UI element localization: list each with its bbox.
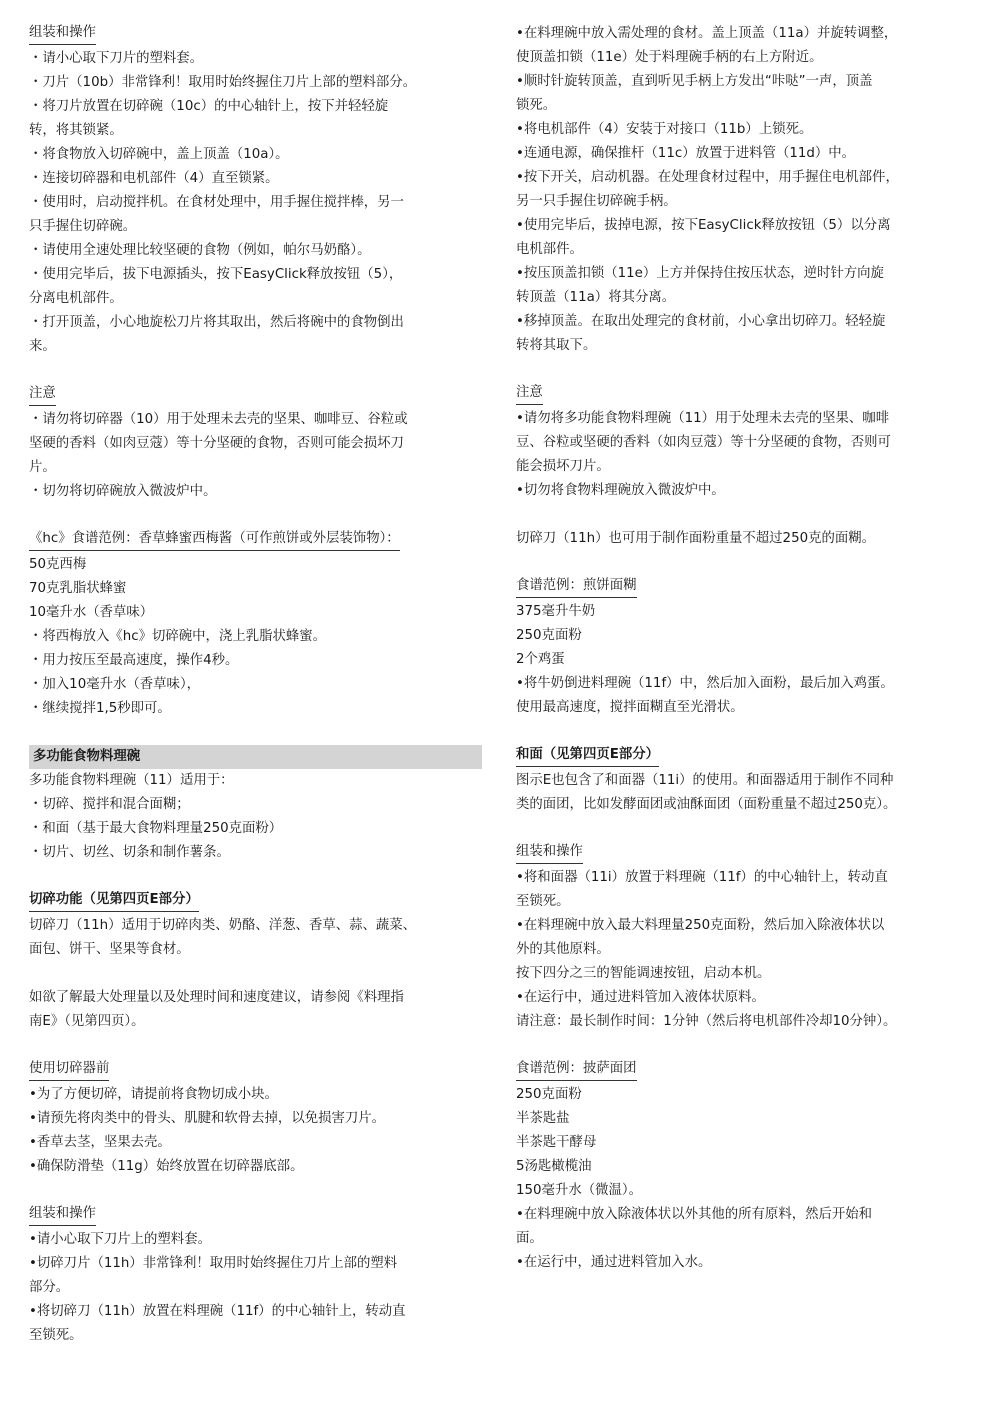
section-lines	[29, 553, 482, 721]
section-heading: 注意	[516, 382, 543, 405]
text-line: •切碎刀片（11h）非常锋利！取用时始终握住刀片上部的塑料	[29, 1256, 398, 1271]
text-line: ・继续搅拌1,5秒即可。	[29, 701, 171, 716]
section-heading: 食谱范例：煎饼面糊	[516, 575, 637, 598]
text-line: •确保防滑垫（11g）始终放置在切碎器底部。	[29, 1159, 304, 1174]
section-assembly-chopper	[29, 22, 482, 359]
text-line: ・连接切碎器和电机部件（4）直至锁紧。	[29, 171, 279, 186]
section-lines	[29, 47, 482, 359]
text-line: 能会损坏刀片。	[516, 459, 610, 474]
section-lines	[29, 769, 482, 865]
text-line: ・将西梅放入《hc》切碎碗中，浇上乳脂状蜂蜜。	[29, 629, 327, 644]
text-line: ・请小心取下刀片的塑料套。	[29, 51, 204, 66]
section-heading: 组装和操作	[516, 841, 583, 864]
section-lines	[29, 986, 482, 1034]
section-lines	[516, 527, 966, 551]
section-heading: 和面（见第四页E部分）	[516, 744, 659, 767]
text-line: 类的面团，比如发酵面团或油酥面团（面粉重量不超过250克）。	[516, 797, 897, 812]
text-line: 70克乳脂状蜂蜜	[29, 581, 127, 596]
text-line: •按下开关，启动机器。在处理食材过程中，用手握住电机部件，	[516, 170, 899, 185]
text-line: •将牛奶倒进料理碗（11f）中，然后加入面粉，最后加入鸡蛋。	[516, 676, 894, 691]
section-food-processor	[29, 745, 482, 865]
left-column	[29, 22, 482, 1348]
section-lines	[29, 408, 482, 504]
text-line: •按压顶盖扣锁（11e）上方并保持住按压状态，逆时针方向旋	[516, 266, 884, 281]
text-line: 使顶盖扣锁（11e）处于料理碗手柄的右上方附近。	[516, 50, 823, 65]
section-heading: 组装和操作	[29, 22, 96, 45]
text-line: •切勿将食物料理碗放入微波炉中。	[516, 483, 725, 498]
text-line: •使用完毕后，拔掉电源，按下EasyClick释放按钮（5）以分离	[516, 218, 891, 233]
text-line: •为了方便切碎，请提前将食物切成小块。	[29, 1087, 278, 1102]
section-lines	[516, 22, 966, 358]
text-line: •在料理碗中放入需处理的食材。盖上顶盖（11a）并旋转调整，	[516, 26, 898, 41]
text-line: 10毫升水（香草味）	[29, 605, 154, 620]
text-line: •在料理碗中放入最大料理量250克面粉，然后加入除液体状以	[516, 918, 885, 933]
section-heading: 使用切碎器前	[29, 1058, 109, 1081]
text-line: 转，将其锁紧。	[29, 123, 123, 138]
section-band-heading: 多功能食物料理碗	[29, 745, 482, 769]
text-line: 转将其取下。	[516, 338, 597, 353]
text-line: ・将刀片放置在切碎碗（10c）的中心轴针上，按下并轻轻旋	[29, 99, 389, 114]
text-line: ・切片、切丝、切条和制作薯条。	[29, 845, 230, 860]
section-kneading	[516, 744, 966, 817]
text-line: 请注意：最长制作时间：1分钟（然后将电机部件冷却10分钟）。	[516, 1014, 897, 1029]
section-recipe-prune-sauce	[29, 528, 482, 721]
text-line: 5汤匙橄榄油	[516, 1159, 592, 1174]
text-line: •顺时针旋转顶盖，直到听见手柄上方发出“咔哒”一声，顶盖	[516, 74, 873, 89]
text-line: •请勿将多功能食物料理碗（11）用于处理未去壳的坚果、咖啡	[516, 411, 890, 426]
text-line: •将切碎刀（11h）放置在料理碗（11f）的中心轴针上，转动直	[29, 1304, 406, 1319]
section-recipe-pancake-batter	[516, 575, 966, 720]
text-line: 面。	[516, 1231, 543, 1246]
text-line: ・将食物放入切碎碗中，盖上顶盖（10a）。	[29, 147, 289, 162]
section-lines	[29, 1228, 482, 1348]
section-lines	[516, 600, 966, 720]
text-line: 坚硬的香料（如肉豆蔻）等十分坚硬的食物，否则可能会损坏刀	[29, 436, 404, 451]
text-line: 另一只手握住切碎碗手柄。	[516, 194, 677, 209]
text-line: 分离电机部件。	[29, 291, 123, 306]
section-before-chopping	[29, 1058, 482, 1179]
section-lines	[29, 1083, 482, 1179]
text-line: ・请勿将切碎器（10）用于处理未去壳的坚果、咖啡豆、谷粒或	[29, 412, 408, 427]
text-line: 250克面粉	[516, 1087, 582, 1102]
text-line: ・用力按压至最高速度，操作4秒。	[29, 653, 239, 668]
section-heading: 注意	[29, 383, 56, 406]
section-recipe-pizza-dough	[516, 1058, 966, 1275]
text-line: ・加入10毫升水（香草味），	[29, 677, 201, 692]
text-line: ・使用时，启动搅拌机。在食材处理中，用手握住搅拌棒，另一	[29, 195, 404, 210]
text-line: •请小心取下刀片上的塑料套。	[29, 1232, 211, 1247]
text-line: •在运行中，通过进料管加入水。	[516, 1255, 712, 1270]
text-line: 至锁死。	[516, 894, 570, 909]
text-line: 50克西梅	[29, 557, 87, 572]
text-line: ・刀片（10b）非常锋利！取用时始终握住刀片上部的塑料部分。	[29, 75, 417, 90]
text-line: ・使用完毕后，拔下电源插头，按下EasyClick释放按钮（5），	[29, 267, 403, 282]
text-line: 面包、饼干、坚果等食材。	[29, 942, 190, 957]
text-line: 至锁死。	[29, 1328, 83, 1343]
text-line: 豆、谷粒或坚硬的香料（如肉豆蔻）等十分坚硬的食物，否则可	[516, 435, 891, 450]
text-line: 2个鸡蛋	[516, 652, 565, 667]
text-line: 150毫升水（微温）。	[516, 1183, 642, 1198]
text-line: •连通电源，确保推杆（11c）放置于进料管（11d）中。	[516, 146, 856, 161]
section-lines	[29, 914, 482, 962]
text-line: ・切碎、搅拌和混合面糊；	[29, 797, 190, 812]
text-line: •将电机部件（4）安装于对接口（11b）上锁死。	[516, 122, 813, 137]
text-line: •移掉顶盖。在取出处理完的食材前，小心拿出切碎刀。轻轻旋	[516, 314, 886, 329]
text-line: ・和面（基于最大食物料理量250克面粉）	[29, 821, 283, 836]
section-lines	[516, 769, 966, 817]
section-caution-chopper	[29, 383, 482, 504]
text-line: 南E》（见第四页）。	[29, 1014, 145, 1029]
text-line: 只手握住切碎碗。	[29, 219, 137, 234]
section-processor-operation	[516, 22, 966, 358]
section-heading: 切碎功能（见第四页E部分）	[29, 889, 199, 912]
text-line: 部分。	[29, 1280, 70, 1295]
text-line: 图示E也包含了和面器（11i）的使用。和面器适用于制作不同种	[516, 773, 894, 788]
text-line: •请预先将肉类中的骨头、肌腱和软骨去掉，以免损害刀片。	[29, 1111, 386, 1126]
text-line: 切碎刀（11h）也可用于制作面粉重量不超过250克的面糊。	[516, 531, 876, 546]
text-line: 切碎刀（11h）适用于切碎肉类、奶酪、洋葱、香草、蒜、蔬菜、	[29, 918, 417, 933]
text-line: 半茶匙盐	[516, 1111, 570, 1126]
text-line: 375毫升牛奶	[516, 604, 596, 619]
section-caution-processor	[516, 382, 966, 503]
section-assembly-kneader	[516, 841, 966, 1034]
section-lines	[516, 1083, 966, 1275]
section-batter-note	[516, 527, 966, 551]
text-line: 锁死。	[516, 98, 557, 113]
text-line: 电机部件。	[516, 242, 583, 257]
text-line: •在运行中，通过进料管加入液体状原料。	[516, 990, 765, 1005]
section-heading: 食谱范例：披萨面团	[516, 1058, 637, 1081]
text-line: ・请使用全速处理比较坚硬的食物（例如，帕尔马奶酪）。	[29, 243, 371, 258]
text-line: •在料理碗中放入除液体状以外其他的所有原料，然后开始和	[516, 1207, 873, 1222]
text-line: 转顶盖（11a）将其分离。	[516, 290, 676, 305]
right-column	[516, 22, 966, 1275]
text-line: 使用最高速度，搅拌面糊直至光滑状。	[516, 700, 744, 715]
section-processing-guide-note	[29, 986, 482, 1034]
section-heading: 《hc》食谱范例：香草蜂蜜西梅酱（可作煎饼或外层装饰物）：	[29, 528, 400, 551]
text-line: 半茶匙干酵母	[516, 1135, 597, 1150]
text-line: 外的其他原料。	[516, 942, 610, 957]
section-chopping-function	[29, 889, 482, 962]
section-assembly-processor	[29, 1203, 482, 1348]
section-lines	[516, 407, 966, 503]
text-line: 按下四分之三的智能调速按钮，启动本机。	[516, 966, 771, 981]
text-line: 片。	[29, 460, 56, 475]
text-line: ・切勿将切碎碗放入微波炉中。	[29, 484, 217, 499]
text-line: 来。	[29, 339, 56, 354]
text-line: •将和面器（11i）放置于料理碗（11f）的中心轴针上，转动直	[516, 870, 888, 885]
text-line: •香草去茎，坚果去壳。	[29, 1135, 171, 1150]
text-line: 如欲了解最大处理量以及处理时间和速度建议，请参阅《料理指	[29, 990, 404, 1005]
text-line: 250克面粉	[516, 628, 582, 643]
text-line: ・打开顶盖，小心地旋松刀片将其取出，然后将碗中的食物倒出	[29, 315, 404, 330]
text-line: 多功能食物料理碗（11）适用于：	[29, 773, 234, 788]
section-heading: 组装和操作	[29, 1203, 96, 1226]
section-lines	[516, 866, 966, 1034]
